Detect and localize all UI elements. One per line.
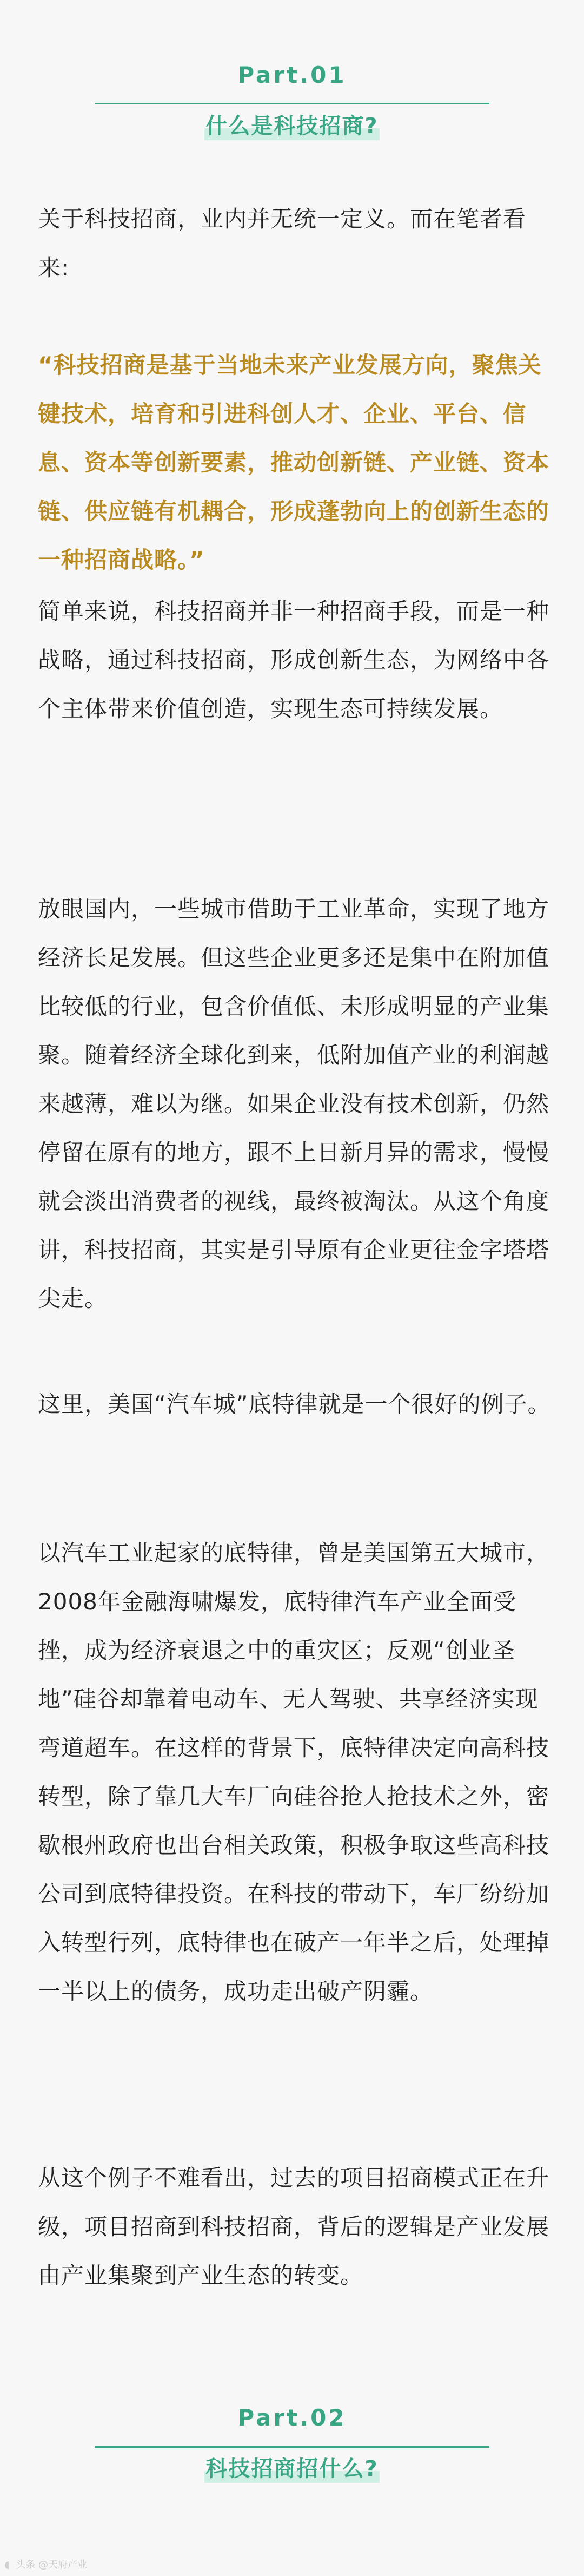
paragraph-2: 放眼国内，一些城市借助于工业革命，实现了地方经济长足发展。但这些企业更多还是集中在附加值比较低的行业，包含价值低、未形成明显的产业集聚。随着经济全球化到来，低附加值产业的利润越来越薄，难以为继。如果企业没有技术创新，仍然停留在原有的地方，跟不上日新月异的需求，慢慢就会淡出消费者的视线，最终被淘汰。从这个角度讲，科技招商，其实是引导原有企业更往金字塔塔尖走。	[38, 896, 550, 1312]
watermark-icon: ◖	[4, 2559, 10, 2571]
section-title-text: 什么是科技招商?	[204, 112, 379, 140]
watermark	[4, 2559, 87, 2572]
paragraph-4: 以汽车工业起家的底特律，曾是美国第五大城市，2008年金融海啸爆发，底特律汽车产业全面受挫，成为经济衰退之中的重灾区；反观“创业圣地”硅谷却靠着电动车、无人驾驶、共享经济实现弯道超车。在这样的背景下，底特律决定向高科技转型，除了靠几大车厂向硅谷抢人抢技术之外，密歇根州政府也出台相关政策，积极争取这些高科技公司到底特律投资。在科技的带动下，车厂纷纷加入转型行列，底特律也在破产一年半之后，处理掉一半以上的债务，成功走出破产阴霾。	[38, 1540, 550, 2005]
highlight-quote: “科技招商是基于当地未来产业发展方向，聚焦关键技术，培育和引进科创人才、企业、平台、信息、资本等创新要素，推动创新链、产业链、资本链、供应链有机耦合，形成蓬勃向上的创新生态的一种招商战略。”	[38, 352, 550, 573]
section-divider	[95, 103, 489, 104]
watermark-text: 头条 @天府产业	[16, 2559, 87, 2571]
section-title-text-2: 科技招商招什么?	[204, 2455, 379, 2483]
section-title	[0, 112, 584, 140]
paragraph-5: 从这个例子不难看出，过去的项目招商模式正在升级，项目招商到科技招商，背后的逻辑是产业发展由产业集聚到产业生态的转变。	[38, 2165, 550, 2289]
paragraph-1: 简单来说，科技招商并非一种招商手段，而是一种战略，通过科技招商，形成创新生态，为网络中各个主体带来价值创造，实现生态可持续发展。	[38, 598, 550, 722]
section-part-label: Part.01	[237, 62, 347, 88]
section-title-2	[0, 2455, 584, 2483]
intro-paragraph: 关于科技招商，业内并无统一定义。而在笔者看来:	[38, 206, 527, 281]
section-divider-2	[95, 2446, 489, 2448]
paragraph-3: 这里，美国“汽车城”底特律就是一个很好的例子。	[38, 1391, 551, 1417]
section-part-label-2: Part.02	[237, 2404, 347, 2431]
